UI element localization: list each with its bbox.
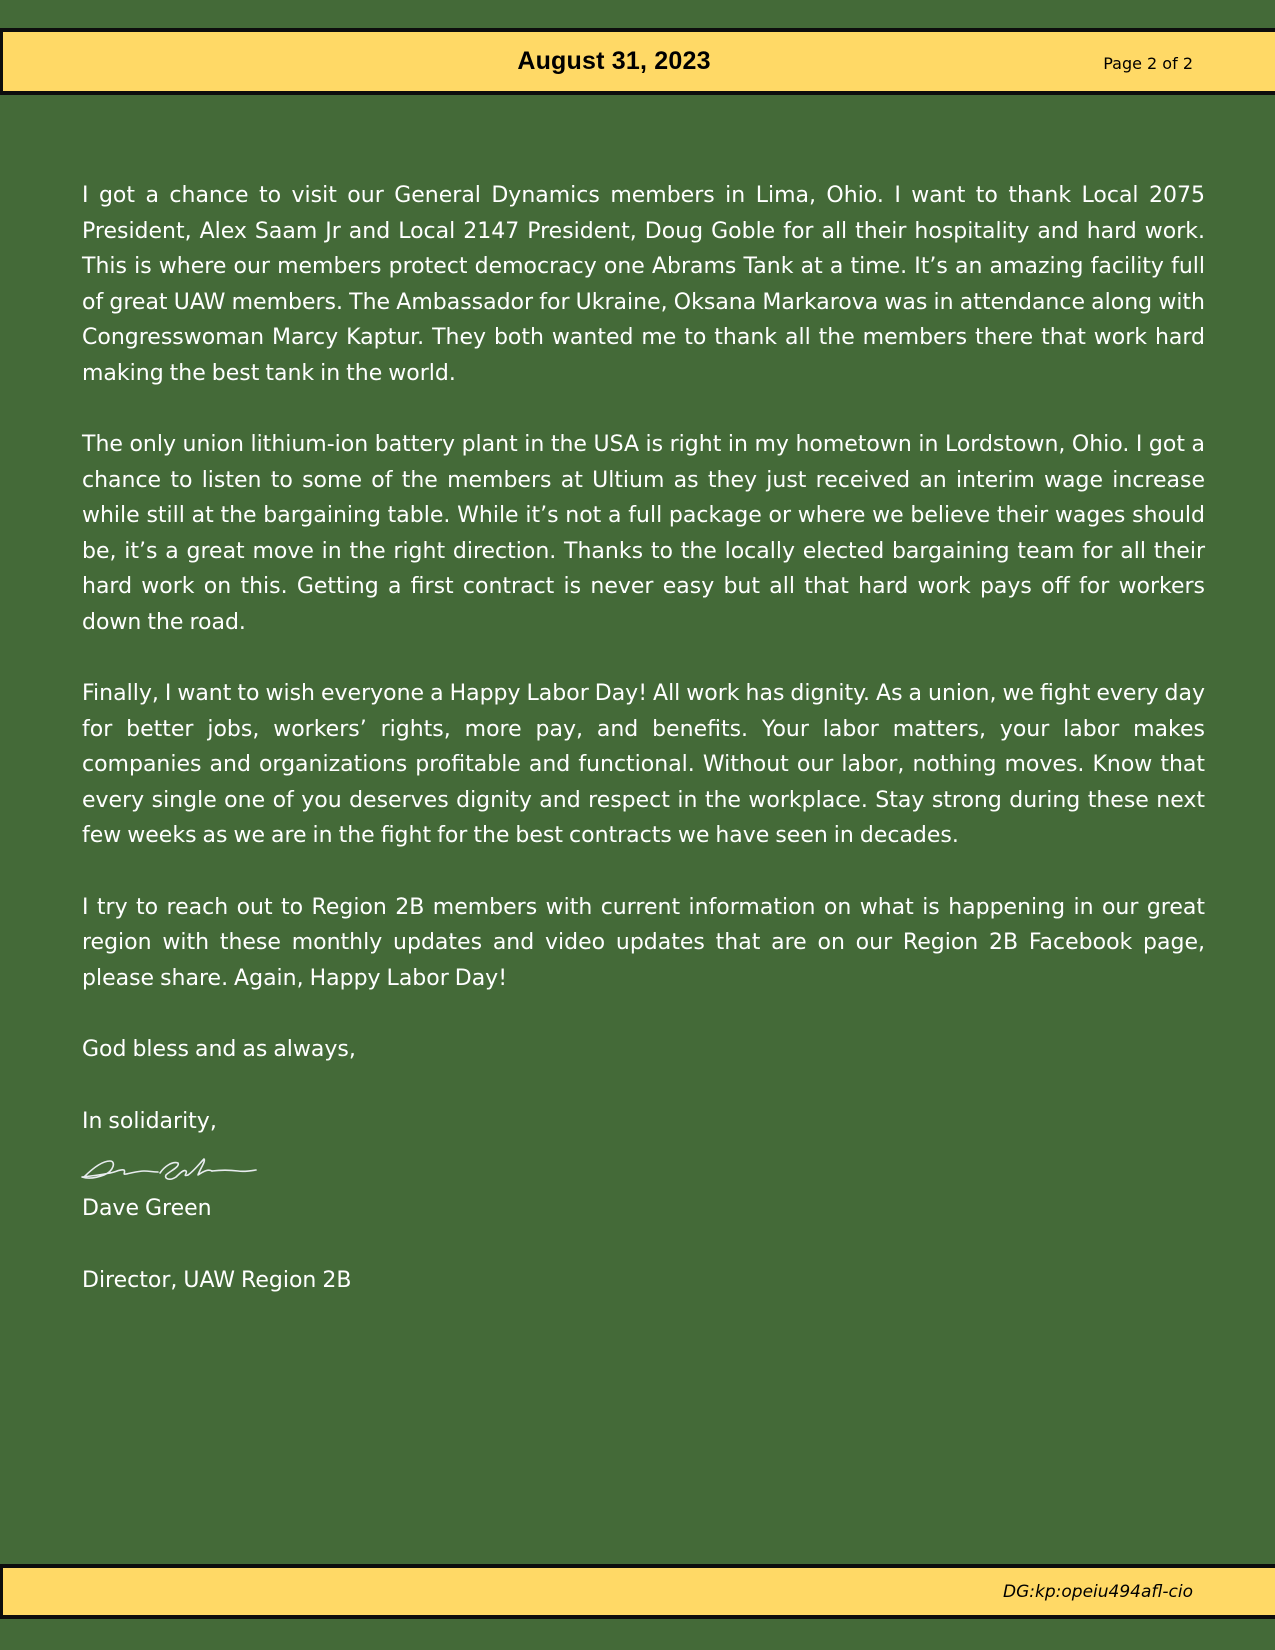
paragraph-general-dynamics: I got a chance to visit our General Dynamics members in Lima, Ohio. I want to thank Local 2075 President, Alex Saam Jr and Local 2147 President, Doug Goble for all their hospitality and hard work. This is where our members protect democracy one Abrams Tank at a time. It’s an amazing facility full of great UAW members. The Ambassador for Ukraine, Oksana Markarova was in attendance along with Congresswoman Marcy Kaptur. They both wanted me to thank all the members there that work hard making the best tank in the world. (82, 183, 1205, 386)
handwritten-signature (80, 1139, 260, 1191)
closing-blessing: God bless and as always, (82, 1037, 356, 1062)
header-band (0, 28, 1275, 95)
letter-date: August 31, 2023 (517, 47, 711, 75)
signer-title: Director, UAW Region 2B (82, 1267, 352, 1293)
paragraph-ultium: The only union lithium-ion battery plant in the USA is right in my hometown in Lordstown, Ohio. I got a chance to listen to some of the members at Ultium as they just received an interim wage increase while still at the bargaining table. While it’s not a full package or where we believe their wages should be, it’s a great move in the right direction. Thanks to the locally elected bargaining team for all their hard work on this. Getting a first contract is never easy but all that hard work pays off for workers down the road. (82, 432, 1205, 635)
closing-solidarity: In solidarity, (82, 1108, 217, 1134)
footer-code: DG:kp:opeiu494afl-cio (1003, 1582, 1193, 1602)
signer-name: Dave Green (82, 1196, 212, 1221)
footer-band (0, 1564, 1275, 1619)
paragraph-region-updates: I try to reach out to Region 2B members with current information on what is happening in our great region with these monthly updates and video updates that are on our Region 2B Facebook page, please share. Again, Happy Labor Day! (82, 894, 1205, 991)
paragraph-labor-day: Finally, I want to wish everyone a Happy Labor Day! All work has dignity. As a union, we fight every day for better jobs, workers’ rights, more pay, and benefits. Your labor matters, your labor makes companies and organizations profitable and functional. Without our labor, nothing moves. Know that every single one of you deserves dignity and respect in the workplace. Stay strong during these next few weeks as we are in the fight for the best contracts we have seen in decades. (82, 681, 1205, 848)
letter-body (82, 178, 1205, 1334)
page-number: Page 2 of 2 (1103, 54, 1193, 73)
